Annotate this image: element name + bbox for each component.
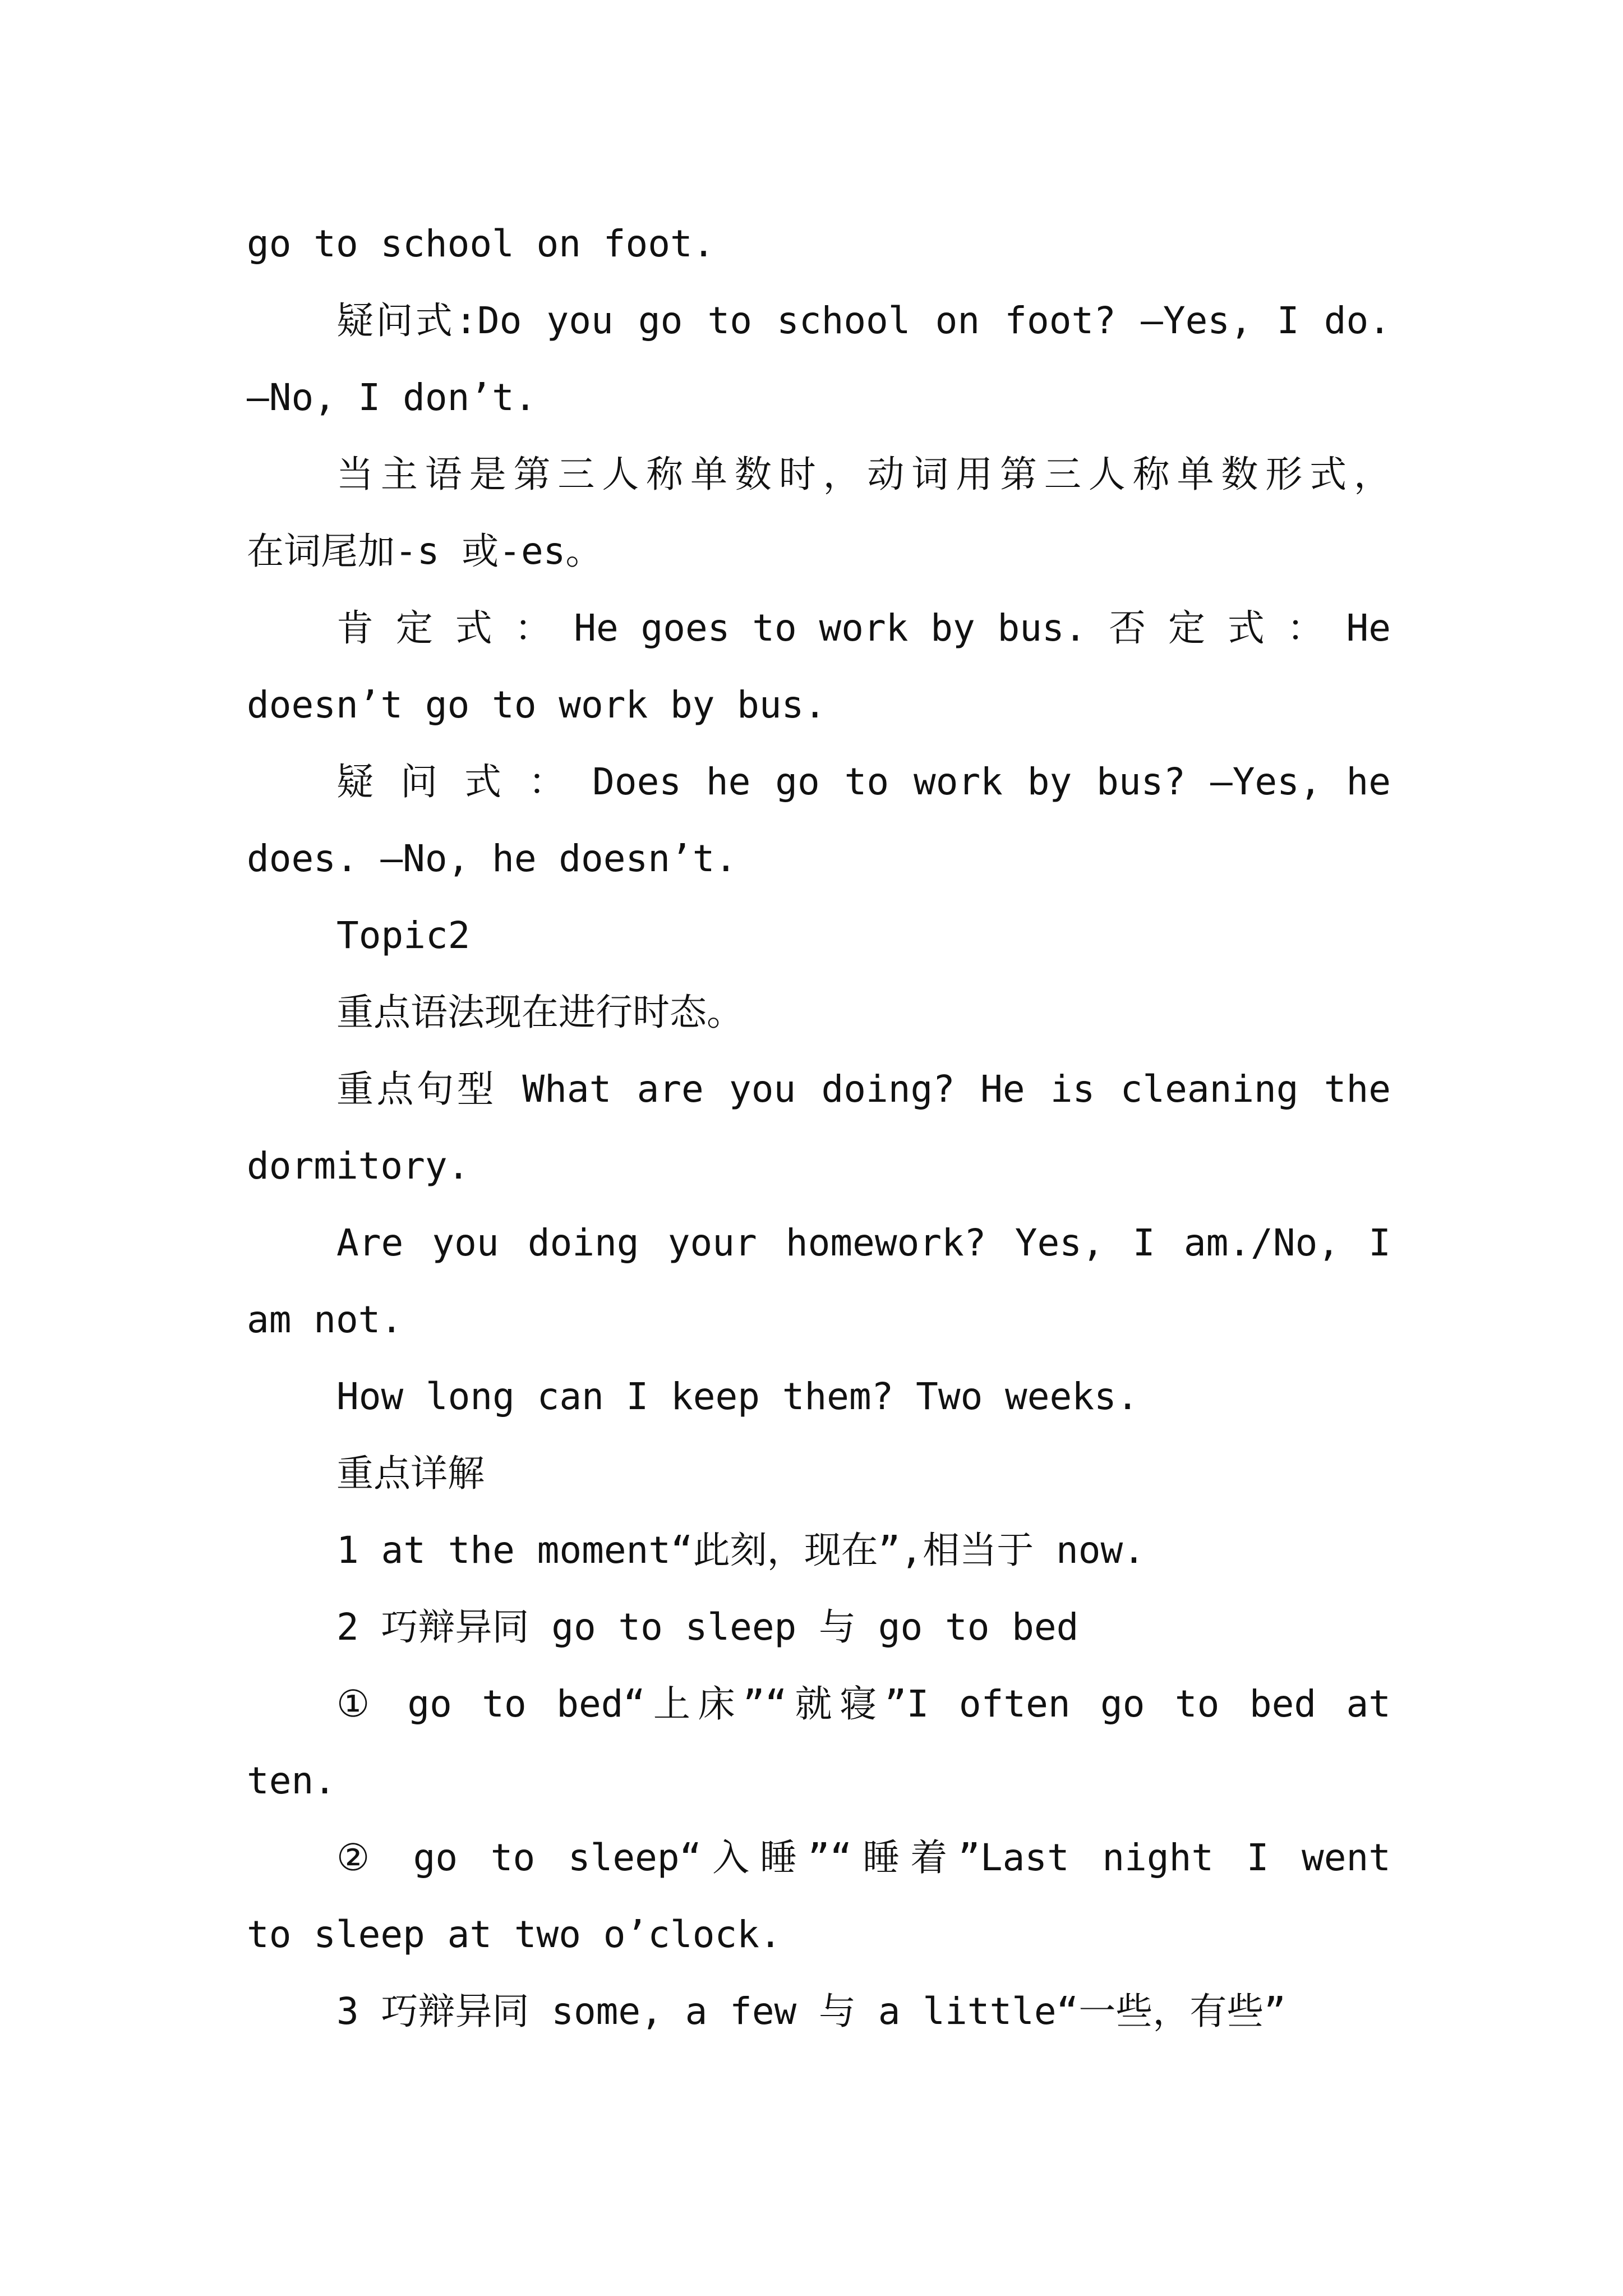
- text-line: 疑 问 式 ： Does he go to work by bus? —Yes, he: [336, 760, 1391, 803]
- text-line: 重点详解: [336, 1452, 485, 1495]
- text-line: Topic2: [336, 914, 471, 957]
- text-line: dormitory.: [247, 1144, 470, 1188]
- text-line: to sleep at two o’clock.: [247, 1913, 782, 1956]
- text-line: 在词尾加-s 或-es。: [247, 530, 603, 573]
- text-line: ② go to sleep“入睡”“睡着”Last night I went: [336, 1836, 1391, 1879]
- text-line: does. —No, he doesn’t.: [247, 837, 737, 880]
- text-line: 重点语法现在进行时态。: [336, 991, 744, 1034]
- text-line: —No, I don’t.: [247, 376, 537, 419]
- text-line: 2 巧辩异同 go to sleep 与 go to bed: [336, 1605, 1079, 1649]
- text-line: 3 巧辩异同 some, a few 与 a little“一些，有些”: [336, 1990, 1287, 2033]
- text-line: ten.: [247, 1759, 336, 1802]
- text-line: am not.: [247, 1298, 403, 1341]
- text-line: 当主语是第三人称单数时，动词用第三人称单数形式，: [336, 453, 1391, 496]
- text-line: go to school on foot.: [247, 222, 715, 265]
- text-line: 肯 定 式 ： He goes to work by bus. 否 定 式 ： He: [336, 606, 1391, 650]
- text-line: 1 at the moment“此刻，现在”,相当于 now.: [336, 1529, 1145, 1572]
- text-line: Are you doing your homework? Yes, I am./No, I: [336, 1221, 1391, 1264]
- text-line: 疑问式:Do you go to school on foot? —Yes, I do.: [336, 299, 1391, 342]
- text-line: ① go to bed“上床”“就寝”I often go to bed at: [336, 1682, 1391, 1726]
- text-line: doesn’t go to work by bus.: [247, 683, 827, 726]
- text-line: 重点句型 What are you doing? He is cleaning the: [336, 1068, 1391, 1111]
- text-line: How long can I keep them? Two weeks.: [336, 1375, 1139, 1418]
